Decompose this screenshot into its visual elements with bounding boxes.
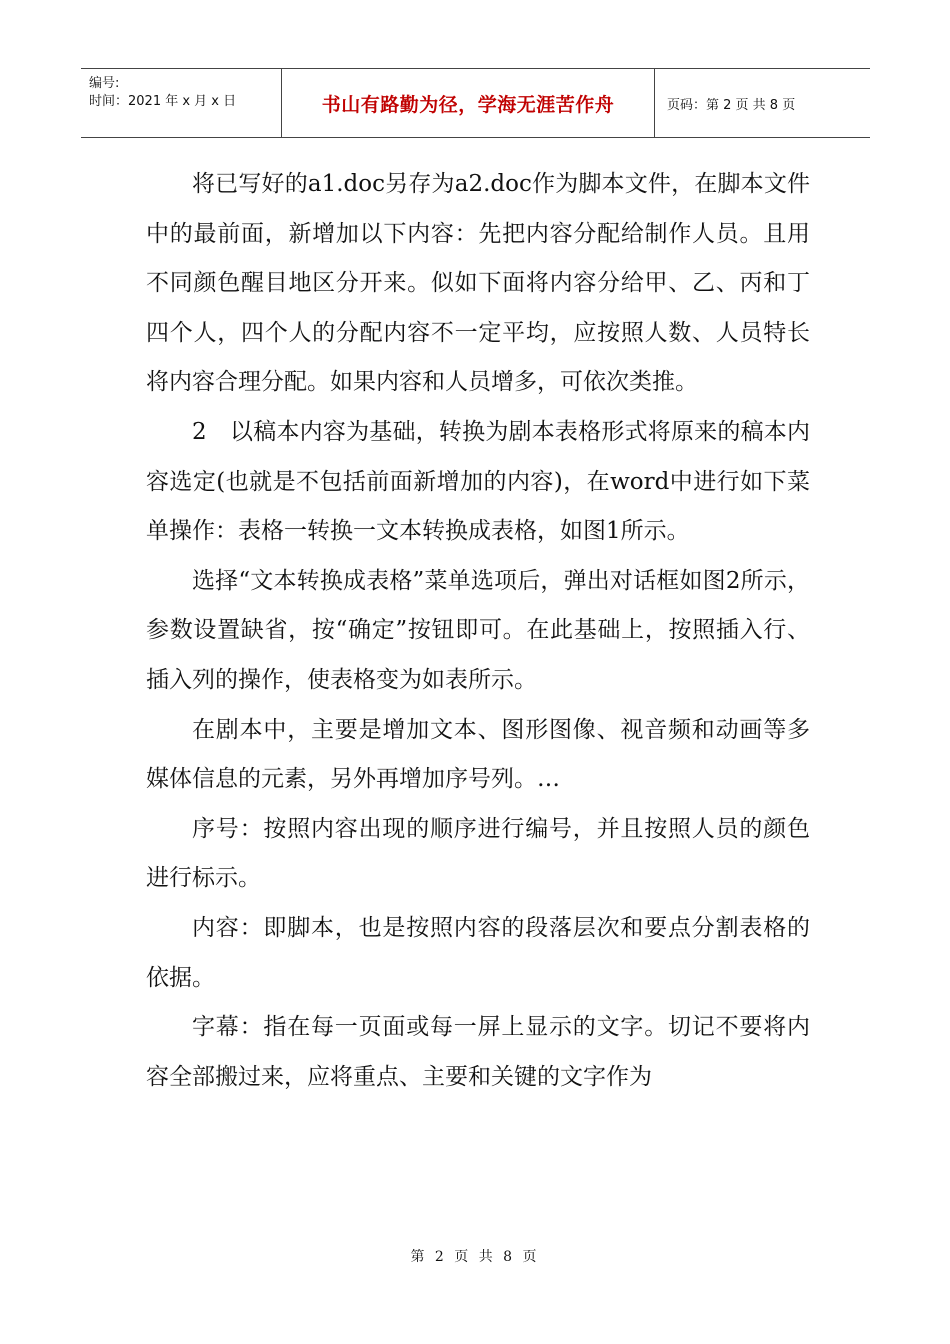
header-meta-cell xyxy=(81,69,282,137)
paragraph: 序号：按照内容出现的顺序进行编号，并且按照人员的颜色进行标示。 xyxy=(146,815,810,892)
page-footer: 第 2 页 共 8 页 xyxy=(410,1249,540,1265)
page-code-text: 页码：第 2 页 共 8 页 xyxy=(667,97,796,113)
paragraph: 将已写好的a1.doc另存为a2.doc作为脚本文件，在脚本文件中的最前面，新增加以下内容：先把内容分配给制作人员。且用不同颜色醒目地区分开来。似如下面将内容分给甲、乙、丙和丁四个人，四个人的分配内容不一定平均，应按照人数、人员特长将内容合理分配。如果内容和人员增多，可依次类推。 xyxy=(146,171,810,396)
motto-cell xyxy=(282,69,655,137)
number-label: 编号: xyxy=(89,76,120,91)
document-header xyxy=(81,68,870,138)
date-label: 时间：2021 年 x 月 x 日 xyxy=(89,94,237,109)
motto-text: 书山有路勤为径，学海无涯苦作舟 xyxy=(321,93,615,116)
paragraph: 2 以稿本内容为基础，转换为剧本表格形式将原来的稿本内容选定(也就是不包括前面新增加的内容)，在word中进行如下菜单操作：表格一转换一文本转换成表格，如图1所示。 xyxy=(146,418,810,545)
paragraph: 选择“文本转换成表格”菜单选项后，弹出对话框如图2所示，参数设置缺省，按“确定”按钮即可。在此基础上，按照插入行、插入列的操作，使表格变为如表所示。 xyxy=(146,567,810,693)
paragraph: 字幕：指在每一页面或每一屏上显示的文字。切记不要将内容全部搬过来，应将重点、主要和关键的文字作为 xyxy=(146,1014,810,1090)
page-code-cell xyxy=(655,69,870,137)
paragraph: 内容：即脚本，也是按照内容的段落层次和要点分割表格的依据。 xyxy=(146,914,810,991)
paragraph: 在剧本中，主要是增加文本、图形图像、视音频和动画等多媒体信息的元素，另外再增加序号列。… xyxy=(146,716,810,793)
document-body xyxy=(146,160,810,1102)
